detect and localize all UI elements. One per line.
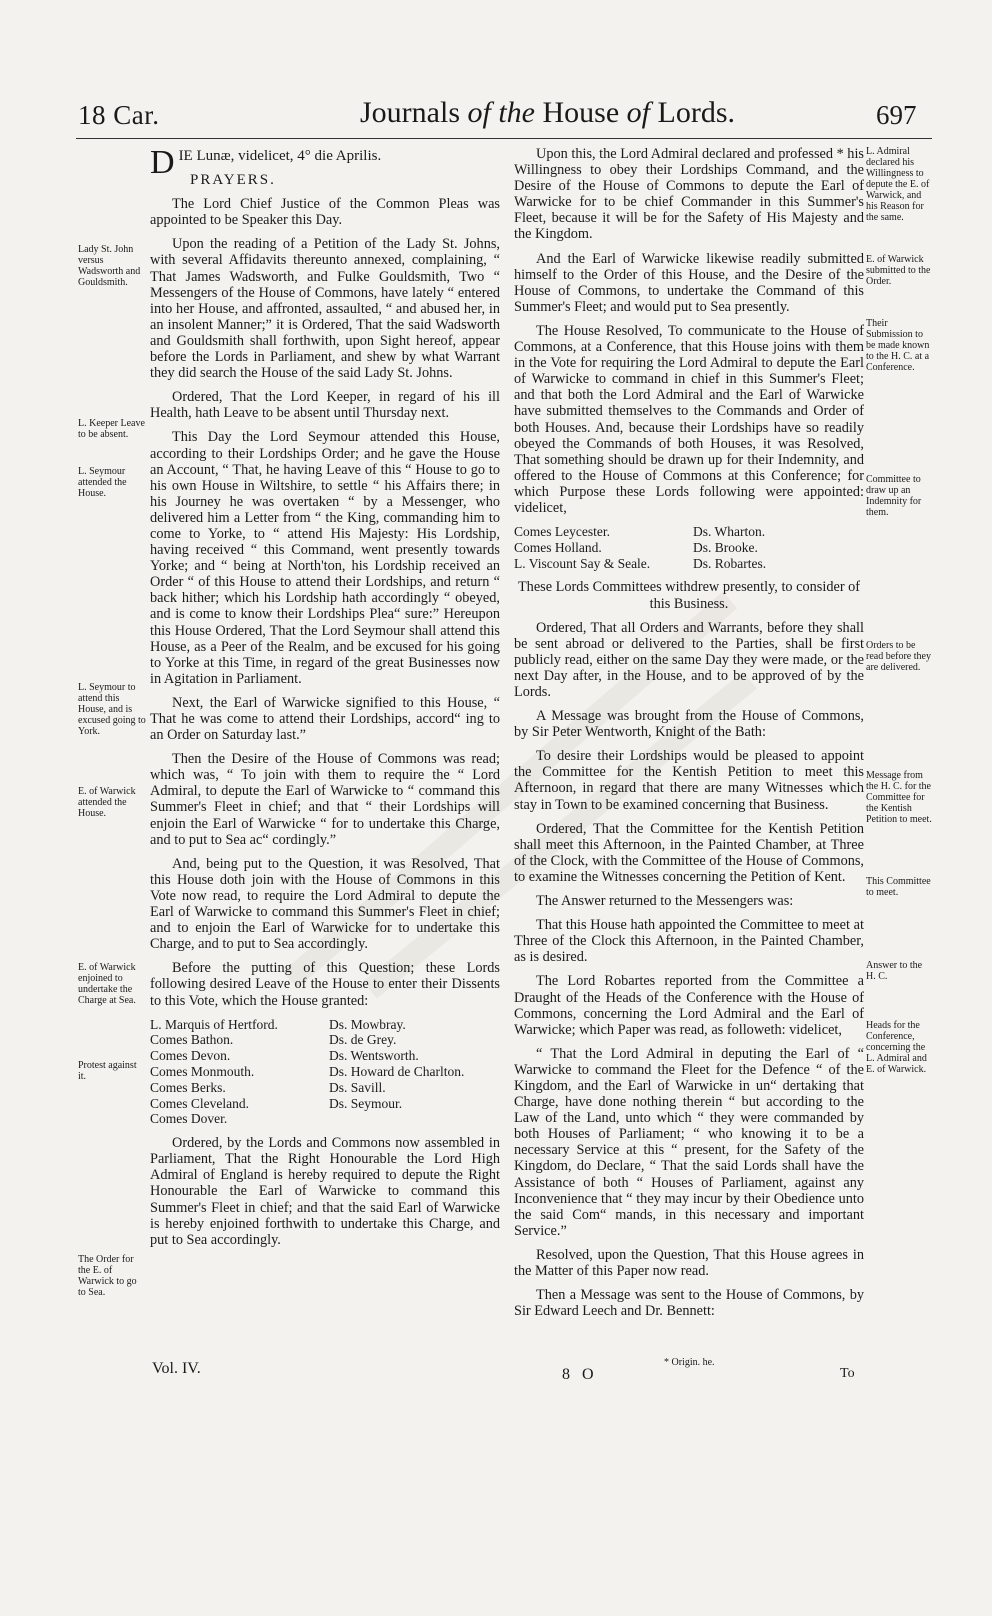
margin-note: Answer to the H. C.	[866, 960, 923, 982]
header-title-word: House	[542, 96, 620, 129]
paragraph: And, being put to the Question, it was Resolved, That this House doth join with the House of Commons in this Vote now read, to require the Lord Admiral to depute the Earl of Warwicke to command this Summer's Fleet in chief; and to enjoin the Earl of Warwicke for to undertake this Charge, and to put to Sea accordingly.	[150, 855, 500, 953]
paragraph: Next, the Earl of Warwicke signified to this House, “ That he was come to attend their Lordships, accord“ ing to an Order on Saturday last.”	[150, 694, 500, 744]
paragraph: The House Resolved, To communicate to the House of Commons, at a Conference, that this House joins with them in the Vote for requiring the Lord Admiral to depute the Earl of Warwicke to command in chief in this Summer's Fleet; and that both the Lord Admiral and the Earl of Warwicke have submitted themselves to the Commands and Order of both Houses. And, because their Lordships have so readily obeyed the Commands of both Houses, it was Resolved, That something should be drawn up for their Indemnity, and offered to the House of Commons at this Conference; for which Purpose these Lords following were appointed: videlicet,	[514, 322, 864, 516]
committee-name: Ds. Wharton.	[693, 524, 766, 540]
paragraph: These Lords Committees withdrew presently, to consider of this Business.	[517, 579, 861, 612]
signature-mark: 8 O	[562, 1366, 598, 1383]
paragraph: And the Earl of Warwicke likewise readily submitted himself to the Order of this House, and the Desire of the House of Commons, to undertake the Command of this Summer's Fleet; and would put to Sea presently.	[514, 250, 864, 315]
margin-note: E. of Warwick attended the House.	[78, 786, 136, 819]
paragraph: Ordered, That all Orders and Warrants, before they shall be sent abroad or delivered to the Parties, shall be first publicly read, either on the same Day they were made, or the next Day after, in the House, and to be approved of by the Lords.	[514, 619, 864, 701]
margin-note: Lady St. John versus Wadsworth and Gouldsmith.	[78, 244, 141, 288]
paragraph: Upon this, the Lord Admiral declared and professed * his Willingness to obey their Lordships Command, and the Desire of the House of Commons to depute the Earl of Warwicke for to be chief Commander in this Summer's Fleet, because it will be for the Safety of His Majesty and the Kingdom.	[514, 146, 864, 243]
header-title-word: Journals	[360, 96, 460, 129]
paragraph: To desire their Lordships would be pleased to appoint the Committee for the Kentish Petition to meet this Afternoon, in regard that there are many Witnesses which stay in Town to be examined concerning that Business.	[514, 748, 864, 813]
dissent-list	[150, 1017, 500, 1128]
dissent-name: Comes Berks.	[150, 1079, 226, 1095]
margin-note: Heads for the Conference, concerning the L. Admiral and E. of Warwick.	[866, 1020, 927, 1075]
dissent-name: Ds. Seymour.	[329, 1095, 403, 1111]
dissent-name: Ds. Wentsworth.	[329, 1048, 419, 1064]
dissent-column	[150, 1017, 321, 1128]
margin-note: This Committee to meet.	[866, 876, 931, 898]
margin-note: L. Admiral declared his Willingness to depute the E. of Warwick, and his Reason for the same.	[866, 146, 930, 223]
header-title	[360, 96, 735, 130]
dissent-name: Comes Devon.	[150, 1048, 231, 1064]
paragraph: That this House hath appointed the Committee to meet at Three of the Clock this Afternoon, in the Painted Chamber, as is desired.	[514, 917, 864, 966]
right-column	[514, 146, 864, 1327]
dissent-name: Comes Cleveland.	[150, 1095, 249, 1111]
paragraph: Then the Desire of the House of Commons was read; which was, “ To join with them to require the “ Lord Admiral, to depute the Earl of Warwicke to “ command this Summer's Fleet in chief; and that “ their Lordships will enjoin the Earl of Warwicke “ for to undertake this Charge, and to put to Sea ac“ cordingly.”	[150, 751, 500, 848]
committee-name: Ds. Robartes.	[693, 555, 767, 571]
paragraph: The Lord Robartes reported from the Committee a Draught of the Heads of the Conference with the House of Commons, concerning the Lord Admiral and the Earl of Warwicke; which Paper was read, as followeth: videlicet,	[514, 973, 864, 1038]
margin-note: Message from the H. C. for the Committee for the Kentish Petition to meet.	[866, 770, 932, 825]
paragraph: Ordered, by the Lords and Commons now assembled in Parliament, That the Right Honourable the Lord High Admiral of England is hereby required to depute the Right Honourable the Earl of Warwicke to command this Summer's Fleet in chief; and that the said Earl of Warwicke is hereby enjoined forthwith to undertake this Charge, and put to Sea accordingly.	[150, 1135, 500, 1248]
dissent-name: L. Marquis of Hertford.	[150, 1016, 278, 1032]
margin-note: E. of Warwick enjoined to undertake the Charge at Sea.	[78, 962, 136, 1006]
dissent-name: Ds. Mowbray.	[329, 1016, 406, 1032]
dissent-name: Ds. Howard de Charlton.	[329, 1063, 465, 1079]
paragraph: A Message was brought from the House of Commons, by Sir Peter Wentworth, Knight of the Bath:	[514, 708, 864, 741]
quoted-paragraph: “ That the Lord Admiral in deputing the Earl of “ Warwicke to command the Fleet for the Defence “ of the Kingdom, and the Earl of Warwicke in un“ dertaking that Charge, have done nothing therein “ but according to the Law of the Land, unto which “ they were commanded by both Houses of Parliament; “ who knowing it to be a necessary Service at this “ present, for the Safety of the Kingdom, do Declare, “ That the said Lords shall have the Assistance of both “ Houses of Parliament, against any Inconvenience that “ they may incur by their Obedience unto the said Com“ mands, in this necessary and important Service.”	[514, 1045, 864, 1239]
dissent-name: Comes Dover.	[150, 1111, 228, 1127]
margin-note: Protest against it.	[78, 1060, 137, 1082]
dissent-name: Ds. de Grey.	[329, 1032, 397, 1048]
paragraph: The Answer returned to the Messengers was:	[536, 893, 794, 910]
paragraph: Before the putting of this Question; these Lords following desired Leave of the House to enter their Dissents to this Vote, which the House granted:	[150, 960, 500, 1009]
dissent-name: Ds. Savill.	[329, 1079, 386, 1095]
paragraph: This Day the Lord Seymour attended this House, according to their Lordships Order; and he gave the House an Account, “ That, he having Leave of this “ House to go to his own House in Wiltshire, to settle “ his Affairs there; in his Journey he was overtaken “ by a Messenger, who delivered him a Letter from “ the King, commanding him to come to Yorke, to “ attend His Majesty: His Lordship, having received “ this Command, went presently towards Yorke; and “ being at North'ton, his Lordship received an Order “ of this House to attend their Lordships, and return “ back hither; which his Lordship hath accordingly “ obeyed, and is come to know their Lordships Plea“ sure:” Hereupon this House Ordered, That the Lord Seymour shall attend this House, as a Peer of the Realm, and be excused for his going to Yorke at this Time, in regard of the great Businesses now in Agitation in Parliament.	[150, 429, 500, 687]
drop-cap: D	[150, 144, 175, 181]
footnote: * Origin. he.	[664, 1357, 715, 1368]
header-rule	[76, 138, 932, 139]
paragraph: Ordered, That the Committee for the Kentish Petition shall meet this Afternoon, in the Painted Chamber, at Three of the Clock, with the Committee of the House of Commons, to examine the Witnesses concerning the Petition of Kent.	[514, 820, 864, 885]
paragraph: Resolved, upon the Question, That this House agrees in the Matter of this Paper now read.	[514, 1246, 864, 1280]
margin-note: L. Seymour to attend this House, and is excused going to York.	[78, 682, 146, 737]
margin-note: Their Submission to be made known to the H. C. at a Conference.	[866, 318, 930, 373]
header-regnal-year: 18 Car.	[78, 100, 160, 130]
paragraph: The Lord Chief Justice of the Common Pleas was appointed to be Speaker this Day.	[150, 196, 500, 229]
committee-column	[514, 524, 685, 571]
paragraph: Ordered, That the Lord Keeper, in regard of his ill Health, hath Leave to be absent until Thursday next.	[150, 389, 500, 422]
dissent-column	[329, 1017, 500, 1128]
committee-name: Ds. Brooke.	[693, 539, 758, 555]
margin-note: Committee to draw up an Indemnity for them.	[866, 474, 922, 518]
prayers-heading: PRAYERS.	[190, 172, 276, 189]
dissent-name: Comes Bathon.	[150, 1032, 234, 1048]
header-title-word: the	[498, 96, 535, 129]
left-column	[150, 146, 500, 1256]
committee-list	[514, 524, 864, 571]
committee-name: Comes Leycester.	[514, 524, 610, 540]
paragraph: Then a Message was sent to the House of Commons, by Sir Edward Leech and Dr. Bennett:	[514, 1287, 864, 1320]
page-number: 697	[876, 100, 917, 130]
catchword: To	[840, 1366, 855, 1381]
header-title-word: of	[467, 96, 491, 129]
margin-note: The Order for the E. of Warwick to go to Sea.	[78, 1254, 137, 1298]
dissent-name: Comes Monmouth.	[150, 1063, 255, 1079]
committee-name: Comes Holland.	[514, 539, 602, 555]
header-title-word: of	[626, 96, 650, 129]
sitting-date: IE Lunæ, videlicet, 4° die Aprilis.	[178, 148, 382, 164]
margin-note: E. of Warwick submitted to the Order.	[866, 254, 931, 287]
margin-note: Orders to be read before they are delivered.	[866, 640, 931, 673]
margin-note: L. Seymour attended the House.	[78, 466, 127, 499]
paragraph: Upon the reading of a Petition of the Lady St. Johns, with several Affidavits thereunto annexed, complaining, “ That James Wadsworth, and Fulke Gouldsmith, Two “ Messengers of the House of Commons, have lately “ entered into her House, and affronted, assaulted, “ and abused her, in an insolent Manner;” it is Ordered, That the said Wadsworth and Gouldsmith shall forthwith, upon Sight hereof, appear before the Lords in Parliament, and shew by what Warrant they did search the House of the said Lady St. Johns.	[150, 236, 500, 382]
committee-column	[693, 524, 864, 571]
margin-note: L. Keeper Leave to be absent.	[78, 418, 145, 440]
header-title-word: Lords.	[657, 96, 735, 129]
volume-label: Vol. IV.	[152, 1360, 201, 1377]
committee-name: L. Viscount Say & Seale.	[514, 555, 651, 571]
